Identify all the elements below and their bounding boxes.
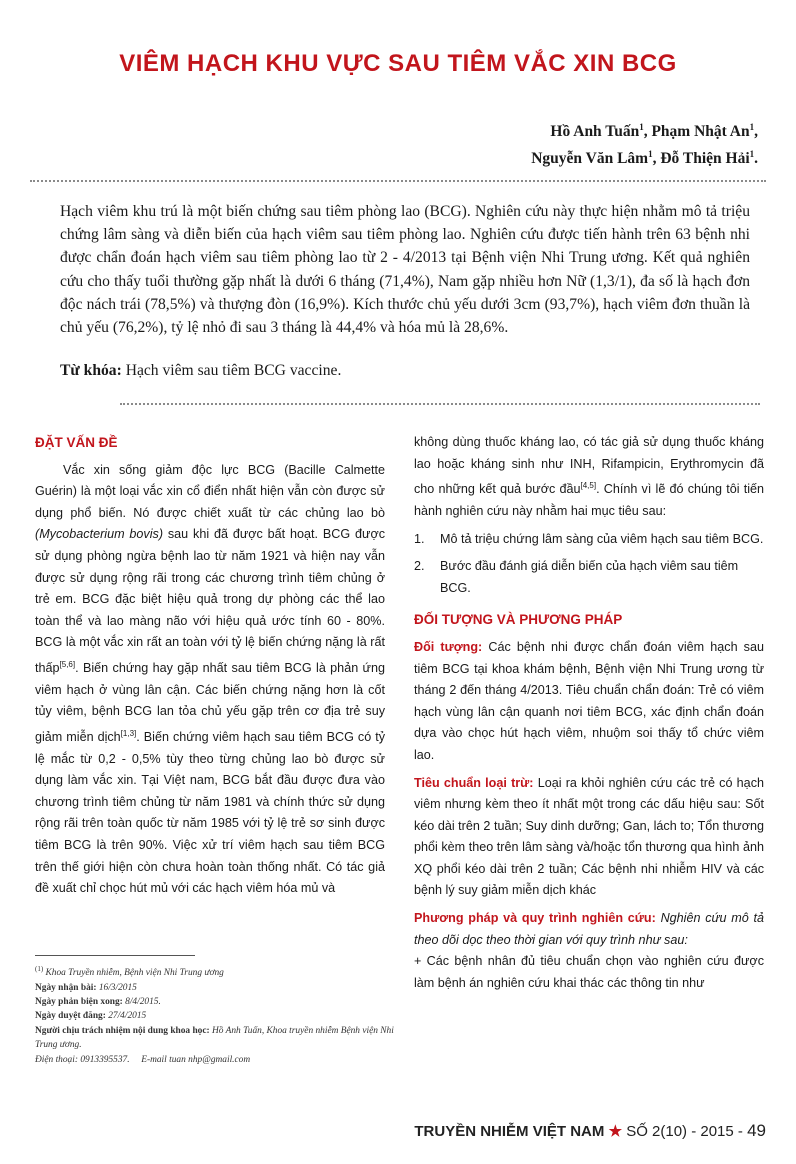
text-run: Các bệnh nhi được chẩn đoán viêm hạch sau tiêm BCG tại khoa khám bệnh, Bệnh viện Nhi Trung ương từ tháng 2 đến tháng 4/2013. Tiêu chuẩn chẩn đoán: Trẻ có viêm hạch vùng lân cận quanh nơi tiêm BCG, xác định chẩn đoán dựa vào chọc hút hạch viêm, nhuộm soi thấy tổ chức viêm lao. [414, 639, 764, 762]
abstract: Hạch viêm khu trú là một biến chứng sau tiêm phòng lao (BCG). Nghiên cứu này thực hiện nhằm mô tả triệu chứng lâm sàng và diễn biến của hạch viêm sau tiêm phòng lao. Nghiên cứu được tiến hành trên 63 bệnh nhi được chẩn đoán hạch viêm sau tiêm phòng lao từ 2 - 4/2013 tại Bệnh viện Nhi Trung ương. Kết quả nghiên cứu cho thấy tuổi thường gặp nhất là dưới 6 tháng (71,4%), Nam gặp nhiều hơn Nữ (1,3/1), đa số là hạch đơn độc nách trái (78,5%) và thượng đòn (16,9%). Kích thước chủ yếu dưới 3cm (93,7%), hạch viêm đơn thuần là chủ yếu (76,2%), tỷ lệ nhỏ đi sau 3 tháng là 44,4% và hóa mủ là 28,6%. [60, 203, 750, 337]
value: 16/3/2015 [96, 982, 137, 993]
list-text: Mô tả triệu chứng lâm sàng của viêm hạch sau tiêm BCG. [440, 531, 764, 546]
footnote-corresponding [35, 1024, 395, 1053]
author-name: Đỗ Thiện Hải [660, 150, 750, 168]
text-run: Vắc xin sống giảm độc lực BCG (Bacille Calmette Guérin) là một loại vắc xin cổ điển nhất hiện vẫn còn được sử dụng phổ biến. Nó được chiết xuất từ các chủng lao bò [35, 462, 385, 520]
author-list: Hồ Anh Tuấn$^1$, Phạm Nhật An$^1$, Nguyễn Văn Lâm$^1$, Đỗ Thiện Hải$^1$. [531, 122, 758, 168]
text-run: . Biến chứng hay gặp nhất sau tiêm BCG là phản ứng viêm hạch ở vùng lân cận. Các biến chứng nặng hơn là cốt tủy viêm, bệnh BCG lan tỏa chủ yếu gặp trên cơ địa trẻ suy giảm miễn dịch [35, 661, 385, 745]
text-run-italic: Nghiên cứu mô tả theo dõi dọc theo thời gian với quy trình như sau: [414, 911, 765, 947]
list-item [414, 556, 764, 599]
footnotes [35, 962, 395, 1067]
left-column [35, 432, 385, 900]
keywords [60, 362, 750, 380]
citation: [1,3] [120, 728, 137, 738]
affiliation-marker: 1 [749, 149, 755, 160]
section-heading: ĐỐI TƯỢNG VÀ PHƯƠNG PHÁP [414, 612, 623, 628]
affiliation-marker: 1 [639, 122, 644, 132]
footnote-contact [35, 1053, 395, 1067]
citation: [4,5] [580, 481, 597, 491]
section-heading: ĐẶT VẤN ĐỀ [35, 435, 118, 450]
paragraph-lead: Đối tượng: [414, 639, 483, 654]
footnote-review [35, 995, 395, 1009]
star-icon: ★ [608, 1123, 623, 1140]
text-run: sau khi đã được bất hoạt. BCG được sử dụng phòng ngừa bệnh lao từ năm 1921 và hiện nay vẫn được sử dụng rộng rãi trong các chương trình tiêm chủng ở trẻ em. BCG đặc biệt hiệu quả trong dự phòng các thể lao toàn thể và lao màng não với hiệu quả ước tính 60 - 80%. BCG là một vắc xin rất an toàn với tỷ lệ biến chứng nặng là rất thấp [35, 527, 386, 676]
value: 0913395537. [77, 1054, 130, 1065]
paragraph [414, 637, 764, 767]
keywords-text: Hạch viêm sau tiêm BCG vaccine. [125, 362, 342, 379]
divider [120, 403, 760, 405]
author-name: Nguyễn Văn Lâm [531, 150, 649, 168]
label: Điện thoại: [35, 1054, 78, 1065]
paragraph-lead: Phương pháp và quy trình nghiên cứu: [414, 911, 656, 926]
paragraph [414, 908, 764, 951]
value: 27/4/2015 [105, 1011, 147, 1022]
text-run: . Biến chứng viêm hạch sau tiêm BCG có tỷ lệ mắc từ 0,2 - 0,5% tùy theo từng chủng lao bò được sử dụng làm vắc xin. Tại Việt nam, BCG bắt đầu được đưa vào chương trình tiêm chủng từ năm 1981 và chính thức sử dụng rộng rãi trên toàn quốc từ năm 1985 với tỷ lệ trẻ sơ sinh được tiêm BCG là trên 90%. Việc xử trí viêm hạch sau tiêm BCG trên thế giới hiện còn chưa hoàn toàn thống nhất. Có tác giả đề xuất chỉ chọc hút mủ với các hạch viêm hóa mủ và [35, 730, 385, 896]
list-number: 2. [414, 559, 425, 574]
value: 8/4/2015. [122, 996, 161, 1007]
paragraph [35, 460, 385, 900]
journal-name: TRUYỀN NHIỄM VIỆT NAM [414, 1123, 605, 1140]
list-item [414, 529, 764, 551]
affiliation-marker: 1 [648, 149, 653, 160]
footnote-received [35, 981, 395, 995]
author-name: Hồ Anh Tuấn [550, 123, 640, 141]
author-name: Phạm Nhật An [651, 123, 750, 141]
paragraph [414, 773, 764, 903]
label: Ngày phản biện xong: [35, 996, 123, 1007]
page-number: 49 [747, 1121, 766, 1140]
label: Ngày nhận bài: [35, 982, 97, 993]
label: E-mail [141, 1054, 167, 1065]
issue-info: SỐ 2(10) - 2015 - [626, 1123, 743, 1140]
footnote-rule [35, 955, 195, 956]
text-run: Loại ra khỏi nghiên cứu các trẻ có hạch viêm nhưng kèm theo ít nhất một trong các dấu hiệu sau: Sốt kéo dài trên 2 tuần; Suy dinh dưỡng; Gan, lách to; Tổn thương phổi kèm theo trên lâm sàng và/hoặc tổn thương qua hình ảnh XQ phổi kéo dài trên 2 tuần; Các bệnh nhi nhiễm HIV và các bệnh lý suy giảm miễn dịch khác [414, 775, 764, 898]
paragraph-lead: Tiêu chuẩn loại trừ: [414, 775, 534, 790]
footnote-accepted [35, 1009, 395, 1023]
text-run: không dùng thuốc kháng lao, có tác giả sử dụng thuốc kháng lao hoặc kháng sinh như INH, Rifampicin, Erythromycin đã cho những kết quả bước đầu [414, 435, 764, 497]
page-footer [414, 1121, 766, 1141]
keywords-label: Từ khóa: [60, 362, 122, 379]
value: Hồ Anh Tuấn, Khoa truyền nhiễm Bệnh viện Nhi Trung ương. [35, 1025, 394, 1051]
label: Ngày duyệt đăng: [35, 1011, 106, 1022]
divider [30, 180, 766, 182]
label: Người chịu trách nhiệm nội dung khoa học: [35, 1025, 210, 1036]
paragraph [414, 432, 764, 523]
affiliation-marker: 1 [749, 122, 755, 132]
list-number: 1. [414, 531, 425, 546]
affiliation-text: Khoa Truyền nhiễm, Bệnh viện Nhi Trung ương [43, 968, 224, 979]
paragraph: + Các bệnh nhân đủ tiêu chuẩn chọn vào nghiên cứu được làm bệnh án nghiên cứu khai thác các thông tin như [414, 954, 764, 990]
text-run: . Chính vì lẽ đó chúng tôi tiến hành nghiên cứu này nhằm hai mục tiêu sau: [414, 482, 765, 518]
text-run-italic: (Mycobacterium bovis) [35, 527, 164, 542]
value: tuan nhp@gmail.com [166, 1054, 251, 1065]
citation: [5,6] [59, 659, 76, 669]
footnote-affiliation [35, 962, 395, 981]
affiliation-marker: (1) [35, 965, 44, 973]
article-title: VIÊM HẠCH KHU VỰC SAU TIÊM VẮC XIN BCG [119, 50, 677, 77]
list-text: Bước đầu đánh giá diễn biến của hạch viêm sau tiêm BCG. [440, 559, 739, 595]
right-column [414, 432, 764, 994]
